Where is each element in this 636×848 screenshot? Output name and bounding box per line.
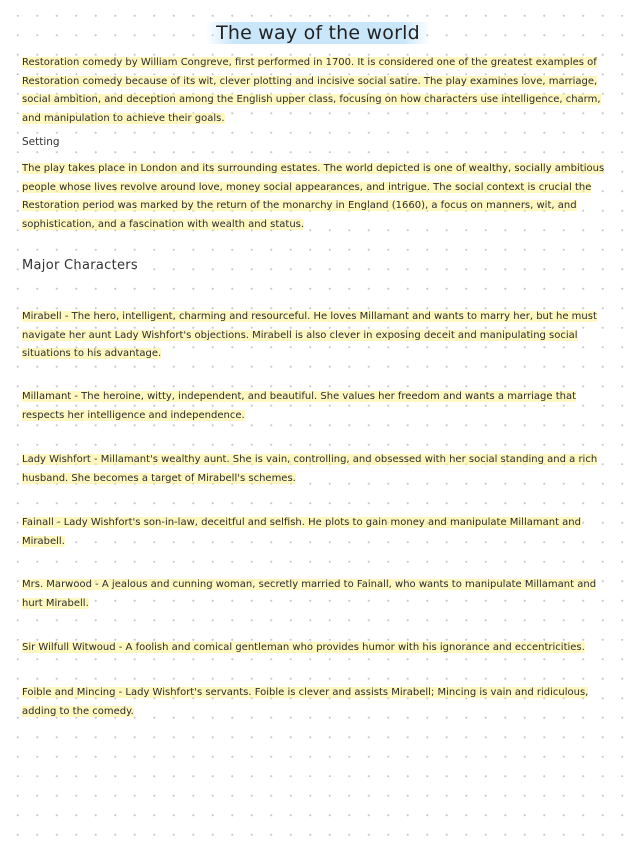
section-heading-characters: Major Characters (22, 258, 138, 273)
character-entry: Lady Wishfort - Millamant's wealthy aunt. She is vain, controlling, and obsessed with her social standing and a rich husband. She becomes a target of Mirabell's schemes. (22, 454, 598, 484)
character-entry: Mirabell - The hero, intelligent, charming and resourceful. He loves Millamant and wants to marry her, but he must navigate her aunt Lady Wishfort's objections. Mirabell is also clever in exposing deceit and manipulating social situations to his advantage. (22, 311, 597, 359)
character-entry: Foible and Mincing - Lady Wishfort's servants. Foible is clever and assists Mirabell; Mincing is vain and ridiculous, adding to the comedy. (22, 687, 589, 717)
character-entry: Millamant - The heroine, witty, independent, and beautiful. She values her freedom and wants a marriage that respects her intelligence and independence. (22, 391, 577, 421)
setting-paragraph: The play takes place in London and its surrounding estates. The world depicted is one of wealthy, socially ambitious people whose lives revolve around love, money social appearances, and intrigue. The social context is crucial the Restoration period was marked by the return of the monarchy in England (1660), a focus on manners, wit, and sophistication, and a fascination with wealth and status. (22, 163, 605, 230)
setting-label: Setting (22, 136, 60, 148)
character-entry: Fainall - Lady Wishfort's son-in-law, deceitful and selfish. He plots to gain money and manipulate Millamant and Mirabell. (22, 517, 581, 547)
page-title: The way of the world (0, 22, 636, 44)
character-entry: Mrs. Marwood - A jealous and cunning woman, secretly married to Fainall, who wants to manipulate Millamant and hurt Mirabell. (22, 579, 597, 609)
intro-paragraph: Restoration comedy by William Congreve, first performed in 1700. It is considered one of the greatest examples of Restoration comedy because of its wit, clever plotting and incisive social satire. The play examines love, marriage, social ambition, and deception among the English upper class, focusing on how characters use intelligence, charm, and manipulation to achieve their goals. (22, 57, 601, 124)
character-entry: Sir Wilfull Witwoud - A foolish and comical gentleman who provides humor with his ignorance and eccentricities. (22, 642, 585, 653)
